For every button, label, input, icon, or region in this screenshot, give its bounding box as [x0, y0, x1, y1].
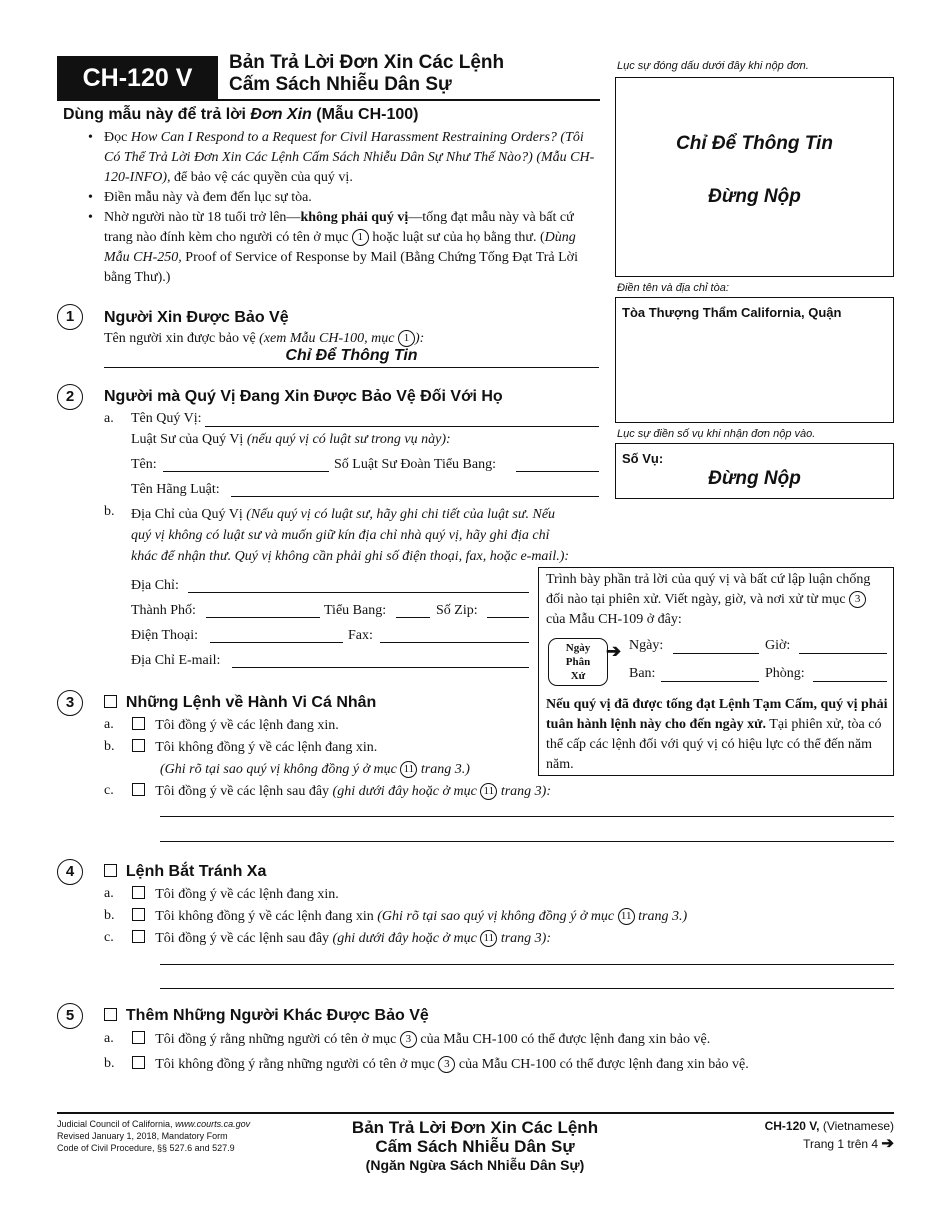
- b1-em: How Can I Respond to a Request for Civil Harassment Restraining Orders? (Tôi Có Thể Trả Lời Đơn Xin Các Lệnh Cấm Sách Nhiễu Dân Sự Như Thế Nào?) (Mẫu CH-120-INFO),: [104, 130, 595, 185]
- s3-c-circled-ref: 11: [480, 783, 497, 800]
- s2-state-label: Tiểu Bang:: [324, 603, 387, 618]
- footer-left: [57, 1118, 250, 1154]
- s3-b-note-pre: (Ghi rõ tại sao quý vị không đồng ý ở mục: [160, 762, 397, 777]
- s4-b-em-pre: (Ghi rõ tại sao quý vị không đồng ý ở mục: [377, 909, 615, 924]
- arrow-right-icon: ➔: [606, 641, 622, 661]
- intro-heading-em: Đơn Xin: [250, 106, 312, 123]
- hearing-tag-line3: Xử: [570, 670, 586, 682]
- s3-a-text: Tôi đồng ý về các lệnh đang xin.: [155, 718, 339, 733]
- s4-c-text: Tôi đồng ý về các lệnh sau đây: [155, 931, 333, 946]
- s4-a-text: Tôi đồng ý về các lệnh đang xin.: [155, 887, 339, 902]
- s2-phone-label: Điện Thoại:: [131, 628, 199, 643]
- s2-fax-label: Fax:: [348, 628, 373, 643]
- s2-addr-em3: khác để nhận thư. Quý vị không cần phải ghi số điện thoại, fax, hoặc e-mail.):: [131, 549, 570, 564]
- s3-c-input-line1[interactable]: [160, 816, 894, 817]
- s3-c-input-line2[interactable]: [160, 841, 894, 842]
- s4-c-option: [132, 930, 551, 947]
- s3-checkbox[interactable]: [104, 695, 117, 708]
- footer-subtitle: (Ngăn Ngừa Sách Nhiễu Dân Sự): [365, 1157, 585, 1173]
- case-number-box[interactable]: [615, 443, 894, 499]
- hearing-dept-input[interactable]: [661, 681, 759, 682]
- s2-bar-no-label: Số Luật Sư Đoàn Tiểu Bang:: [334, 457, 496, 472]
- footer-page-number: Trang 1 trên 4: [803, 1137, 879, 1151]
- b1-post: để bảo vệ các quyền của quý vị.: [170, 170, 353, 185]
- next-page-arrow-icon: ➔: [881, 1135, 894, 1152]
- intro-heading: [63, 106, 419, 124]
- s2-lawyer-name-label: Tên:: [131, 457, 157, 472]
- s5-checkbox[interactable]: [104, 1008, 117, 1021]
- case-number-value: Đừng Nộp: [708, 468, 801, 489]
- s4-a-label: a.: [104, 886, 114, 901]
- s3-a-label: a.: [104, 717, 114, 732]
- s4-c-circled-ref: 11: [480, 930, 497, 947]
- s3-c-text: Tôi đồng ý về các lệnh sau đây: [155, 784, 333, 799]
- s2-bar-no-input[interactable]: [516, 471, 599, 472]
- footer-revised: Revised January 1, 2018, Mandatory Form: [57, 1131, 228, 1141]
- s2-addr-em2: quý vị không có luật sư và muốn giữ kín địa chỉ nhà quý vị, hãy ghi địa chỉ: [131, 528, 550, 543]
- hearing-warning: [546, 695, 888, 775]
- s2-phone-input[interactable]: [210, 642, 343, 643]
- s4-a-checkbox[interactable]: [132, 886, 145, 899]
- section-3-title: [104, 694, 376, 712]
- s5-a-label: a.: [104, 1031, 114, 1046]
- s4-c-input-line1[interactable]: [160, 964, 894, 965]
- b1-pre: Đọc: [104, 130, 131, 145]
- footer-language: (Vietnamese): [819, 1119, 894, 1133]
- s2-addr-em1: (Nếu quý vị có luật sư, hãy ghi chi tiết của luật sư. Nếu: [246, 507, 556, 522]
- s5-a-circled-ref: 3: [400, 1031, 417, 1048]
- hearing-box: [538, 567, 894, 776]
- clerk-stamp-box: [615, 77, 894, 277]
- s2-city-label: Thành Phố:: [131, 603, 196, 618]
- s4-title-text: Lệnh Bắt Tránh Xa: [125, 863, 267, 880]
- s1-line-em: (xem Mẫu CH-100, mục: [259, 331, 395, 346]
- s2-zip-input[interactable]: [487, 617, 529, 618]
- s1-fill-line: [104, 367, 599, 368]
- s3-b-note-post: trang 3.): [420, 762, 470, 777]
- intro-bullet-3: • Nhờ người nào từ 18 tuổi trở lên—không phải quý vị—tống đạt mẫu này và bất cứ trang nào đính kèm cho người có tên ở mục 1 hoặc luật sư của họ bằng thư. (Dùng Mẫu CH-250, Proof of Service of Response by Mail (Bằng Chứng Tống Đạt Trả Lời bằng Thư).): [88, 210, 578, 285]
- section-2-title: Người mà Quý Vị Đang Xin Được Bảo Vệ Đối Với Họ: [104, 388, 503, 405]
- s3-b-circled-ref: 11: [400, 761, 417, 778]
- footer-council: Judicial Council of California,: [57, 1119, 176, 1129]
- s2-address-label: Địa Chỉ:: [131, 578, 179, 593]
- s5-a-option: [132, 1031, 710, 1048]
- hearing-intro-text: Trình bày phần trả lời của quý vị và bất cứ lập luận chống đối nào tại phiên xử. Viết ngày, giờ, và nơi xử từ mục: [546, 572, 871, 607]
- section-1-number: 1: [57, 304, 83, 330]
- footer-code: Code of Civil Procedure, §§ 527.6 and 527.9: [57, 1143, 235, 1153]
- court-box[interactable]: [615, 297, 894, 423]
- b3-post: Proof of Service of Response by Mail (Bằng Chứng Tống Đạt Trả Lời bằng Thư).): [104, 250, 578, 285]
- case-label: Lục sự điền số vụ khi nhận đơn nộp vào.: [617, 428, 816, 440]
- s3-c-em-pre: (ghi dưới đây hoặc ở mục: [332, 784, 477, 799]
- s4-checkbox[interactable]: [104, 864, 117, 877]
- s5-title-text: Thêm Những Người Khác Được Bảo Vệ: [125, 1007, 429, 1024]
- s2-addr-line1: [131, 504, 611, 525]
- hearing-time-label: Giờ:: [765, 638, 791, 653]
- s2-a-label: a.: [104, 411, 114, 426]
- form-code-badge: CH-120 V: [57, 56, 218, 100]
- s2-zip-label: Số Zip:: [436, 603, 478, 618]
- s5-a-post: của Mẫu CH-100 có thể được lệnh đang xin bảo vệ.: [420, 1032, 711, 1047]
- s2-fax-input[interactable]: [380, 642, 529, 643]
- s5-b-option: [132, 1056, 749, 1073]
- s3-c-option: [132, 783, 551, 800]
- footer-form-code: CH-120 V,: [764, 1119, 820, 1133]
- s4-b-text: Tôi không đồng ý về các lệnh đang xin: [155, 909, 378, 924]
- s2-state-input[interactable]: [396, 617, 430, 618]
- footer-title-line2: Cấm Sách Nhiễu Dân Sự: [375, 1137, 575, 1156]
- form-title-line1: Bản Trả Lời Đơn Xin Các Lệnh: [229, 52, 505, 73]
- s1-protected-name[interactable]: Chỉ Để Thông Tin: [285, 347, 418, 364]
- b3-mid: —tống đạt mẫu này và bất cứ trang nào đính kèm cho người có tên ở mục: [104, 210, 574, 245]
- s2-lawyer-name-input[interactable]: [163, 471, 329, 472]
- b3-circled-ref: 1: [352, 229, 369, 246]
- s1-line-em2: ):: [414, 331, 425, 346]
- hearing-tag-line1: Ngày: [565, 642, 591, 654]
- section-5-title: [104, 1007, 429, 1025]
- s3-a-checkbox[interactable]: [132, 717, 145, 730]
- court-label: Điền tên và địa chỉ tòa:: [617, 282, 729, 294]
- s3-a-option: [132, 717, 339, 734]
- s2-lawyer-em: (nếu quý vị có luật sư trong vụ này):: [246, 432, 451, 447]
- s3-c-label: c.: [104, 783, 114, 798]
- hearing-intro: [546, 570, 888, 630]
- footer-website: www.courts.ca.gov: [175, 1119, 251, 1129]
- s2-firm-input[interactable]: [231, 496, 599, 497]
- s2-addr-pre: Địa Chỉ của Quý Vị: [131, 507, 247, 522]
- s3-b-option: [132, 739, 377, 756]
- s2-address-instructions: [131, 504, 611, 567]
- s3-b-note: [160, 761, 470, 778]
- case-number-label: Số Vụ:: [622, 451, 664, 466]
- s3-c-checkbox[interactable]: [132, 783, 145, 796]
- s5-a-checkbox[interactable]: [132, 1031, 145, 1044]
- stamp-do-not-file: Đừng Nộp: [708, 186, 801, 207]
- s2-address-input[interactable]: [188, 592, 529, 593]
- hearing-date-input[interactable]: [673, 653, 759, 654]
- section-4-title: [104, 863, 266, 881]
- s2-city-input[interactable]: [206, 617, 320, 618]
- footer-center: [300, 1118, 650, 1174]
- hearing-warning-rest: Tại phiên xử, tòa có thể cấp các lệnh đối với quý vị có hiệu lực có thể đến năm năm.: [546, 717, 882, 772]
- s4-c-checkbox[interactable]: [132, 930, 145, 943]
- hearing-warning-bold: Nếu quý vị đã được tống đạt Lệnh Tạm Cấm, quý vị phải tuân hành lệnh này cho đến ngày xử.: [546, 697, 888, 732]
- s5-b-checkbox[interactable]: [132, 1056, 145, 1069]
- intro-bullet-2: • Điền mẫu này và đem đến lục sự tòa.: [88, 190, 312, 205]
- hearing-circled-ref: 3: [849, 591, 866, 608]
- footer-right: [765, 1118, 894, 1153]
- s3-title-text: Những Lệnh về Hành Vi Cá Nhân: [125, 694, 377, 711]
- hearing-intro-post: của Mẫu CH-109 ở đây:: [546, 612, 682, 627]
- s4-a-option: [132, 886, 339, 903]
- intro-heading-post: (Mẫu CH-100): [311, 106, 419, 123]
- section-1-title: Người Xin Được Bảo Vệ: [104, 309, 289, 326]
- s3-b-checkbox[interactable]: [132, 739, 145, 752]
- s2-lawyer-line: [131, 432, 451, 448]
- s2-email-input[interactable]: [232, 667, 529, 668]
- s5-b-circled-ref: 3: [438, 1056, 455, 1073]
- form-title: [229, 52, 504, 96]
- s4-c-em-pre: (ghi dưới đây hoặc ở mục: [332, 931, 477, 946]
- intro-heading-pre: Dùng mẫu này để trả lời: [63, 106, 251, 123]
- s2-b-label: b.: [104, 504, 115, 519]
- s2-name-input[interactable]: [205, 426, 599, 427]
- court-name: Tòa Thượng Thẩm California, Quận: [622, 305, 842, 320]
- b3-bold: không phải quý vị: [300, 210, 409, 225]
- hearing-date-label: Ngày:: [629, 638, 664, 653]
- s1-circled-ref: 1: [398, 330, 415, 347]
- s4-b-label: b.: [104, 908, 115, 923]
- footer-left-line1: [57, 1118, 250, 1130]
- stamp-info-only: Chỉ Để Thông Tin: [676, 133, 833, 154]
- b2-text: Điền mẫu này và đem đến lục sự tòa.: [104, 190, 312, 205]
- clerk-stamp-label: Lục sự đóng dấu dưới đây khi nộp đơn.: [617, 60, 809, 72]
- s2-lawyer-pre: Luật Sư của Quý Vị: [131, 432, 247, 447]
- s5-b-label: b.: [104, 1056, 115, 1071]
- s4-c-em-post: trang 3):: [500, 931, 551, 946]
- hearing-date-tag: [548, 638, 608, 686]
- section-2-number: 2: [57, 384, 83, 410]
- section-3-number: 3: [57, 690, 83, 716]
- b3-mid2: hoặc luật sư của họ bằng thư. (: [372, 230, 545, 245]
- form-title-line2: Cấm Sách Nhiễu Dân Sự: [229, 74, 452, 95]
- hearing-room-label: Phòng:: [765, 666, 805, 681]
- hearing-room-input[interactable]: [813, 681, 887, 682]
- s2-email-label: Địa Chỉ E-mail:: [131, 653, 221, 668]
- b3-pre: Nhờ người nào từ 18 tuổi trở lên—: [104, 210, 301, 225]
- s2-name-label: Tên Quý Vị:: [131, 411, 202, 426]
- s2-firm-label: Tên Hãng Luật:: [131, 482, 220, 497]
- s3-b-label: b.: [104, 739, 115, 754]
- intro-bullets: [88, 128, 599, 288]
- hearing-dept-label: Ban:: [629, 666, 656, 681]
- s4-b-option: [132, 908, 687, 925]
- s5-a-pre: Tôi đồng ý rằng những người có tên ở mục: [155, 1032, 397, 1047]
- s4-b-em-post: trang 3.): [638, 909, 688, 924]
- footer-form-id: [765, 1118, 894, 1135]
- header-rule: [57, 99, 600, 101]
- s5-b-pre: Tôi không đồng ý rằng những người có tên ở mục: [155, 1057, 435, 1072]
- s3-c-em-post: trang 3):: [500, 784, 551, 799]
- s1-line: [104, 330, 424, 347]
- hearing-tag-line2: Phân: [565, 656, 591, 668]
- footer-title-line1: Bản Trả Lời Đơn Xin Các Lệnh: [351, 1118, 599, 1137]
- s4-c-input-line2[interactable]: [160, 988, 894, 989]
- footer-page-line: [765, 1135, 894, 1153]
- s3-b-text: Tôi không đồng ý về các lệnh đang xin.: [155, 740, 378, 755]
- section-4-number: 4: [57, 859, 83, 885]
- b3-em: Dùng Mẫu CH-250,: [104, 230, 576, 265]
- footer-rule: [57, 1112, 894, 1114]
- s4-b-checkbox[interactable]: [132, 908, 145, 921]
- hearing-time-input[interactable]: [799, 653, 887, 654]
- s4-b-circled-ref: 11: [618, 908, 635, 925]
- s5-b-post: của Mẫu CH-100 có thể được lệnh đang xin bảo vệ.: [458, 1057, 749, 1072]
- intro-bullet-1: • Đọc How Can I Respond to a Request for Civil Harassment Restraining Orders? (Tôi Có Thể Trả Lời Đơn Xin Các Lệnh Cấm Sách Nhiễu Dân Sự Như Thế Nào?) (Mẫu CH-120-INFO), để bảo vệ các quyền của quý vị.: [88, 130, 595, 185]
- s4-c-label: c.: [104, 930, 114, 945]
- section-5-number: 5: [57, 1003, 83, 1029]
- s1-line-pre: Tên người xin được bảo vệ: [104, 331, 260, 346]
